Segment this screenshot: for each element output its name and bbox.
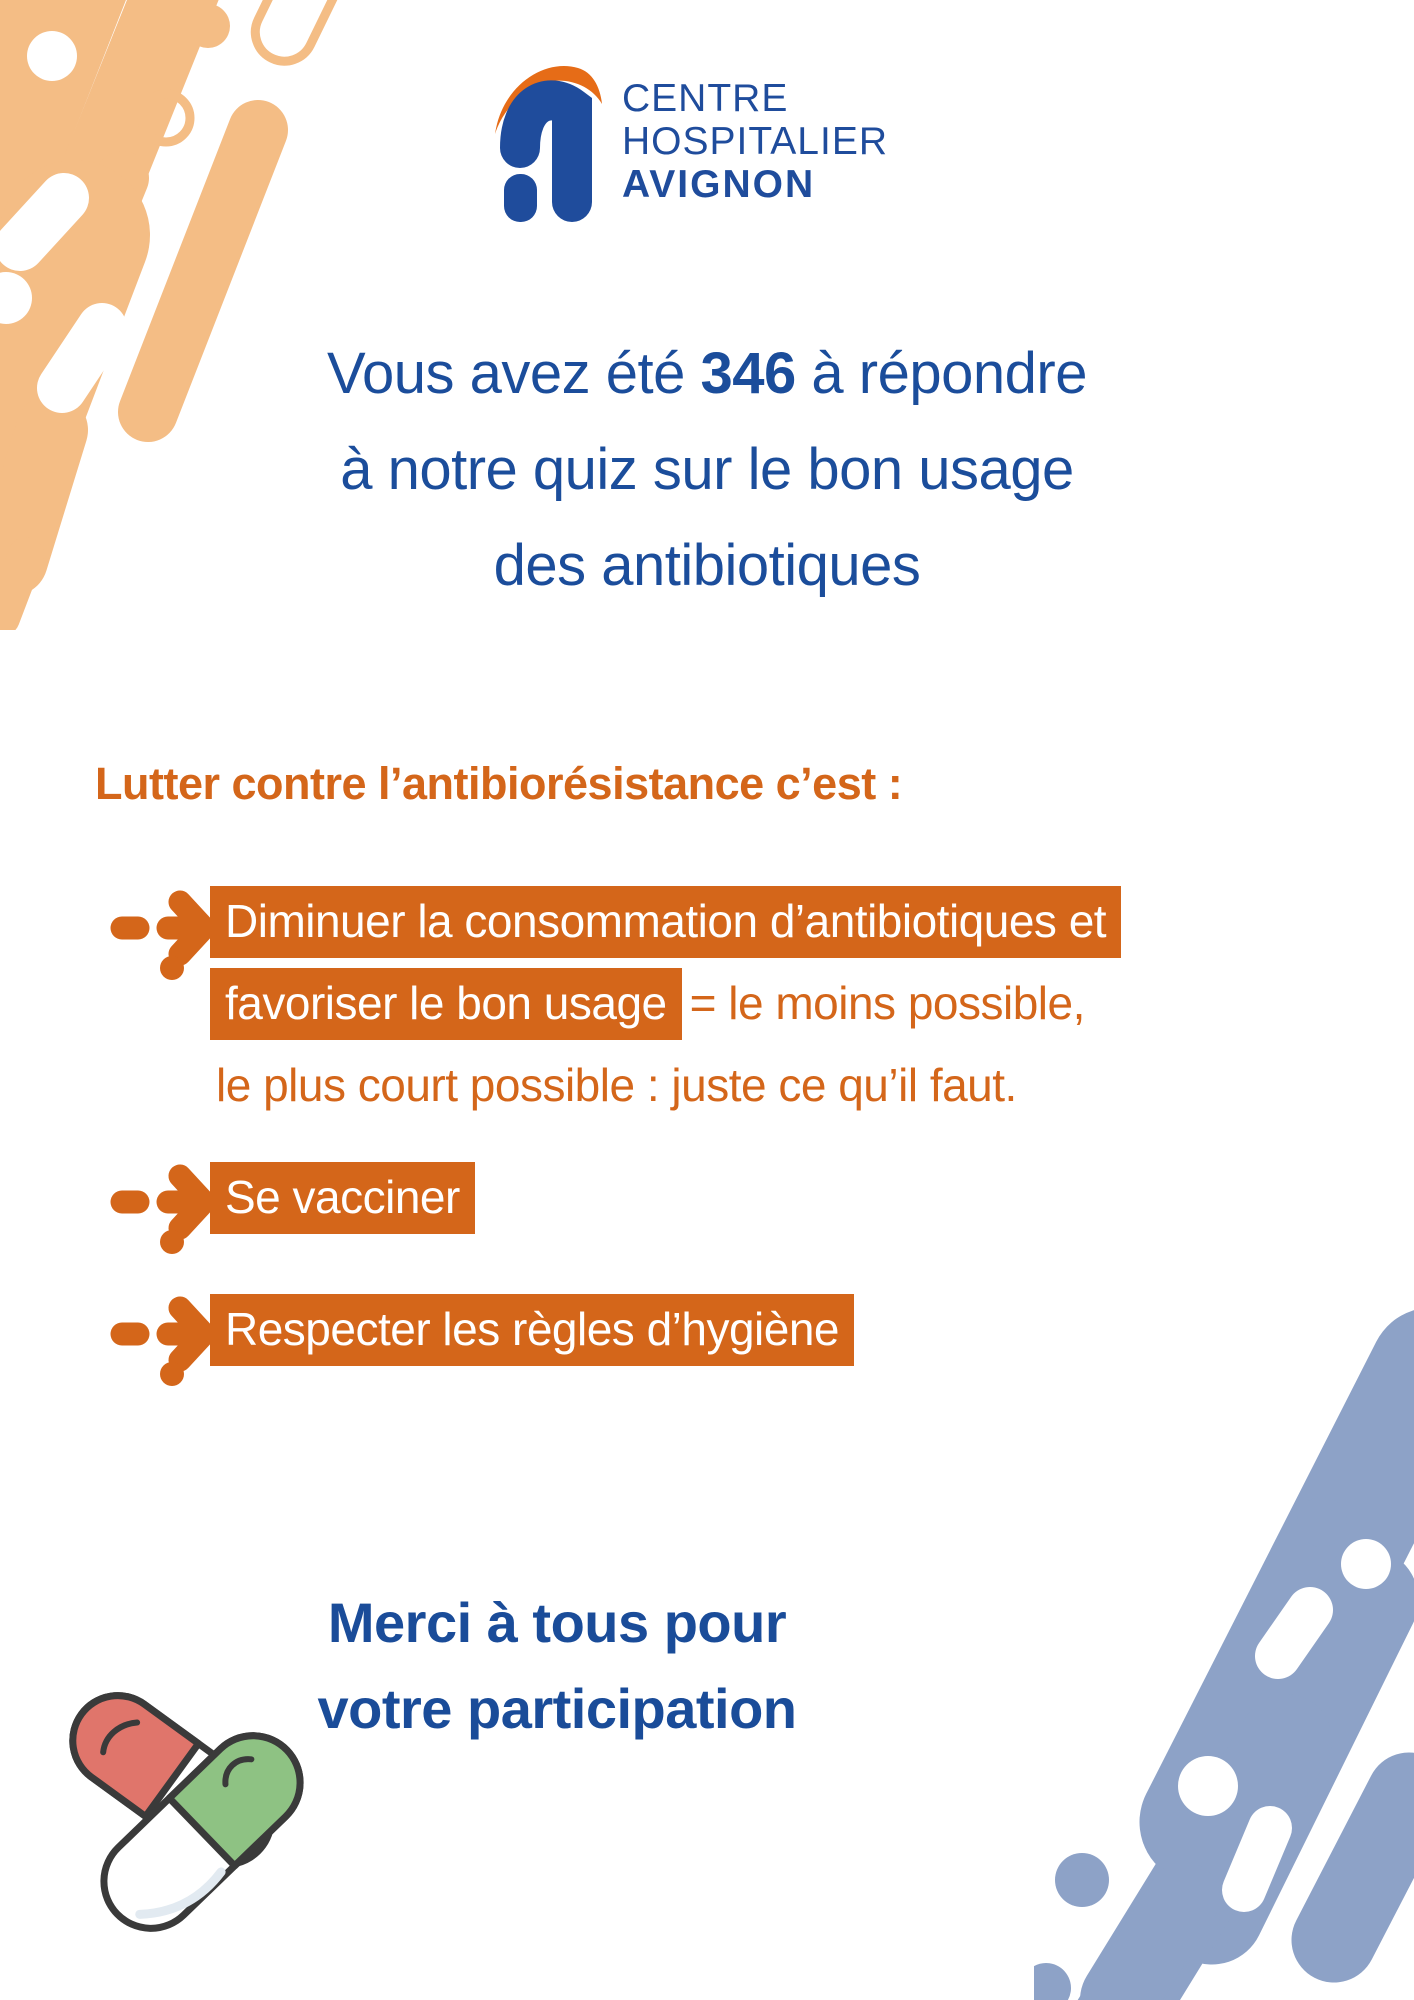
intro-line-2: à notre quiz sur le bon usage	[340, 437, 1074, 502]
hospital-logo-text	[622, 77, 888, 206]
intro-heading	[0, 326, 1414, 614]
hospital-logo	[492, 56, 888, 226]
intro-line1-post: à répondre	[795, 341, 1087, 406]
bullet3-line1	[210, 1294, 854, 1366]
ch-monogram-icon	[492, 56, 604, 226]
intro-line-3: des antibiotiques	[493, 533, 921, 598]
highlighted-text: Respecter les règles d’hygiène	[210, 1294, 854, 1366]
respondent-count: 346	[700, 341, 796, 406]
bullet2-line1	[210, 1162, 475, 1234]
logo-line-hospitalier: HOSPITALIER	[622, 119, 889, 163]
bullet-item-2	[210, 1162, 475, 1244]
bullet1-line1	[210, 886, 1121, 958]
thanks-line-2: votre participation	[317, 1677, 797, 1740]
bullet-item-1	[210, 886, 1121, 1132]
crossed-pills-illustration	[50, 1660, 318, 1952]
bullet1-line2	[210, 968, 1121, 1040]
plain-text: = le moins possible,	[689, 977, 1085, 1029]
arrow-right-icon	[110, 1290, 222, 1390]
highlighted-text: favoriser le bon usage	[210, 968, 682, 1040]
intro-line-1	[0, 326, 1414, 422]
section-heading: Lutter contre l’antibiorésistance c’est :	[95, 758, 903, 809]
logo-line-avignon: AVIGNON	[622, 162, 816, 206]
highlighted-text: Diminuer la consommation d’antibiotiques et	[210, 886, 1121, 958]
highlighted-text: Se vacciner	[210, 1162, 475, 1234]
arrow-right-icon	[110, 884, 222, 984]
bullet1-line3: le plus court possible : juste ce qu’il faut.	[216, 1059, 1017, 1111]
arrow-right-icon	[110, 1158, 222, 1258]
bullet-item-3	[210, 1294, 854, 1376]
thanks-line-1: Merci à tous pour	[327, 1591, 787, 1654]
logo-line-centre: CENTRE	[622, 76, 789, 120]
intro-line1-pre: Vous avez été	[327, 341, 701, 406]
